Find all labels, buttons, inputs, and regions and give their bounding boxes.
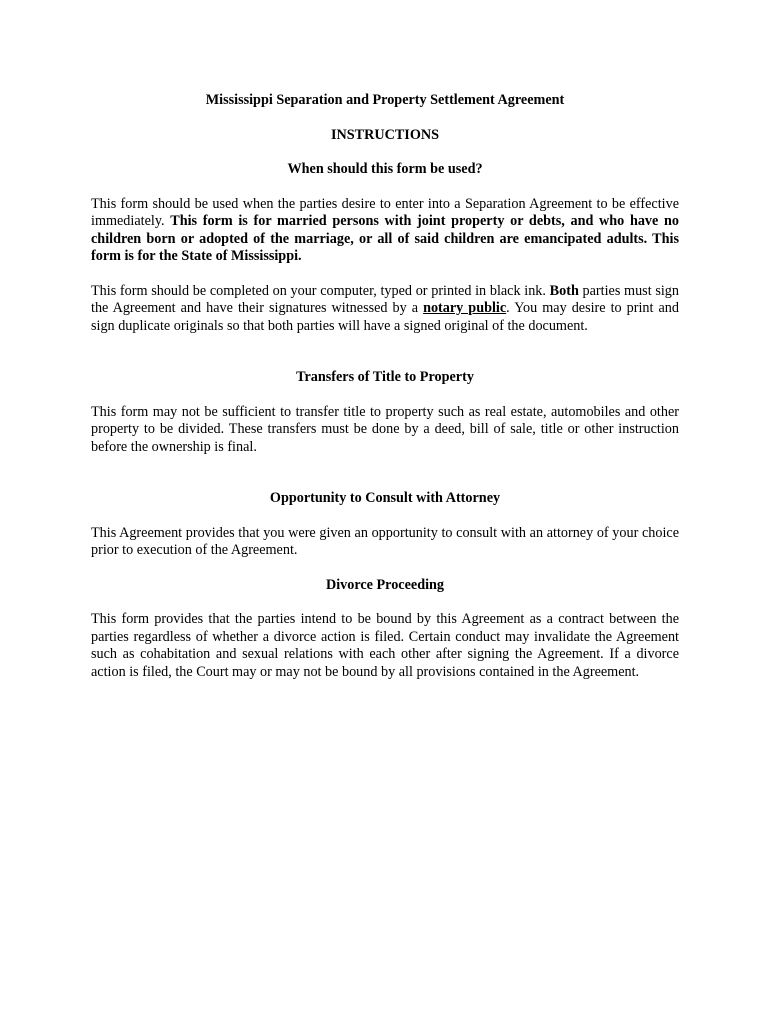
paragraph-attorney: This Agreement provides that you were given an opportunity to consult with an attorney of your choice prior to execution of the Agreement.: [91, 524, 679, 558]
paragraph-text: parties must sign the Agreement and have their signatures witnessed by a: [91, 282, 679, 316]
paragraph-bold-text: This form is for married persons with joint property or debts, and who have no children born or adopted of the marriage, or all of said children are emancipated adults. This form is for the State of Mississippi.: [91, 213, 679, 264]
paragraph-transfers: This form may not be sufficient to transfer title to property such as real estate, automobiles and other property to be divided. These transfers must be done by a deed, bill of sale, title or other instruction before the ownership is final.: [91, 403, 679, 455]
section-heading-attorney: Opportunity to Consult with Attorney: [269, 490, 501, 506]
paragraph-when-usage: [91, 196, 679, 266]
paragraph-completion: [91, 283, 679, 336]
document-title: Mississippi Separation and Property Settlement Agreement: [205, 92, 565, 108]
paragraph-divorce: This form provides that the parties intend to be bound by this Agreement as a contract between the parties regardless of whether a divorce action is filed. Certain conduct may invalidate the Agreement such as cohabitation and sexual relations with each other after signing the Agreement. If a divorce action is filed, the Court may or may not be bound by all provisions contained in the Agreement.: [91, 611, 679, 680]
instructions-heading: INSTRUCTIONS: [330, 126, 439, 143]
paragraph-bold-text: Both: [549, 282, 579, 299]
paragraph-text: This form should be used when the parties desire to enter into a Separation Agreement to be effective immediately.: [91, 195, 679, 229]
notary-public-link[interactable]: notary public: [423, 300, 507, 316]
section-heading-when: When should this form be used?: [287, 161, 483, 177]
section-heading-divorce: Divorce Proceeding: [325, 576, 445, 593]
document-page: [91, 92, 679, 681]
paragraph-text: . You may desire to print and sign duplicate originals so that both parties will have a signed original of the document.: [91, 300, 679, 334]
section-heading-transfers: Transfers of Title to Property: [296, 369, 474, 385]
paragraph-text: This form should be completed on your computer, typed or printed in black ink.: [91, 282, 550, 299]
